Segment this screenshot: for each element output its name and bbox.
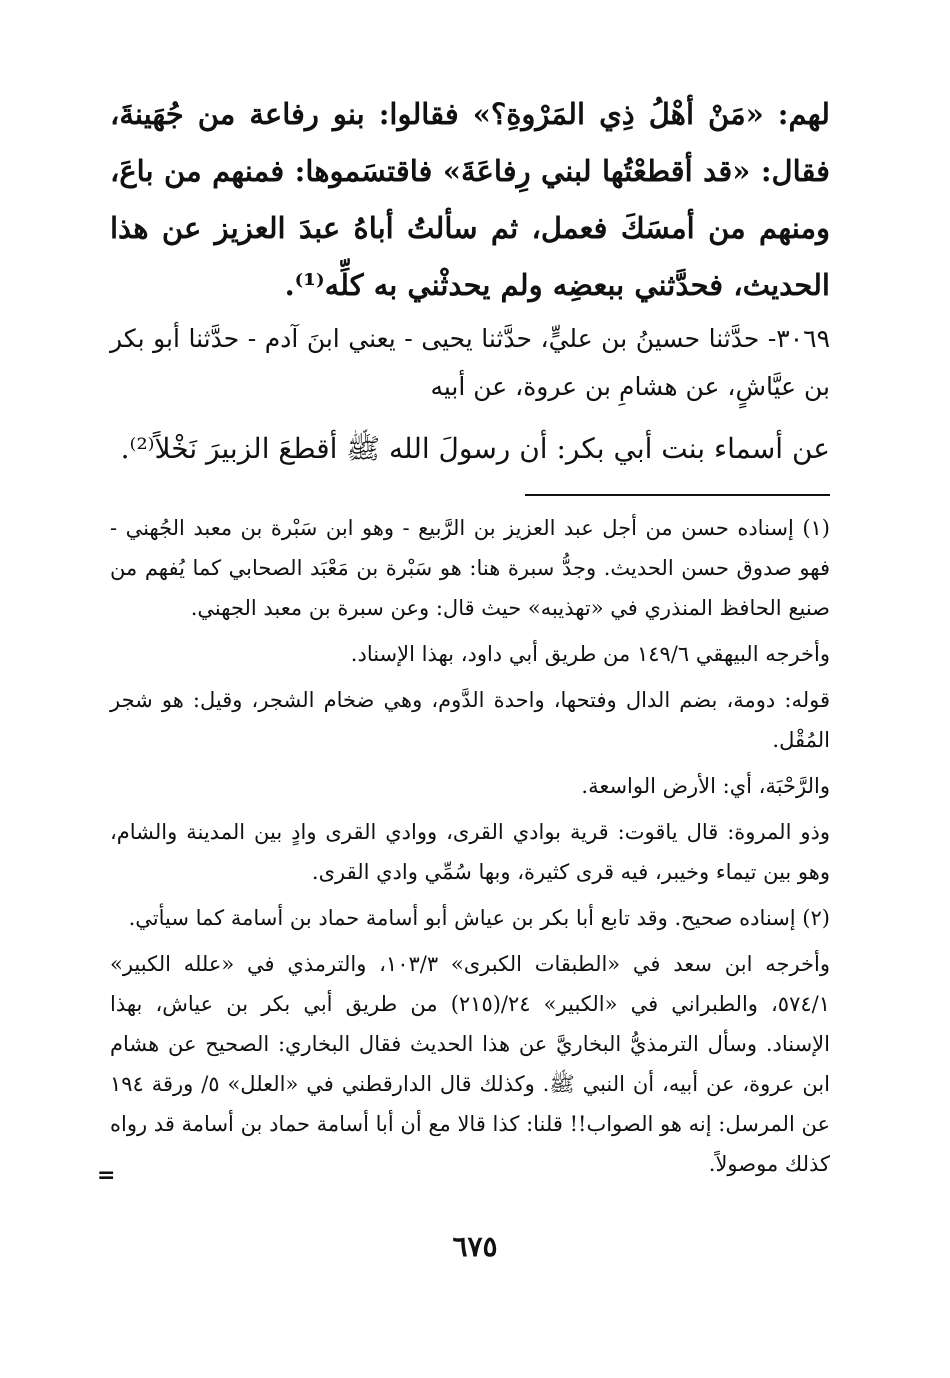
hadith-matn: عن أسماء بنت أبي بكر: أن رسولَ الله ﷺ أقطعَ الزبيرَ نَخْلاً⁽²⁾. [120, 432, 830, 465]
footnotes [110, 508, 830, 1184]
footnote-2-takhrij: وأخرجه ابن سعد في «الطبقات الكبرى» ١٠٣/٣، والترمذي في «علله الكبير» ٥٧٤/١، والطبراني في «الكبير» ٢٤/(٢١٥) من طريق أبي بكر بن عياش، بهذا الإسناد. وسأل الترمذيُّ البخاريَّ عن هذا الحديث فقال البخاري: الصحيح عن هشام ابن عروة، عن أبيه، أن النبي ﷺ. وكذلك قال الدارقطني في «العلل» ٥/ ورقة ١٩٤ عن المرسل: إنه هو الصواب!! قلنا: كذا قالا مع أن أبا أسامة حماد بن أسامة قد رواه كذلك موصولاً. [110, 952, 830, 1176]
footnote-2: (٢) إسناده صحيح. وقد تابع أبا بكر بن عياش أبو أسامة حماد بن أسامة كما سيأتي. [128, 906, 830, 930]
footnote-separator [525, 494, 830, 496]
footnote-1-marwa: وذو المروة: قال ياقوت: قرية بوادي القرى، ووادي القرى وادٍ بين المدينة والشام، وهو بين تيماء وخيبر، فيه قرى كثيرة، وبها سُمِّي وادي القرى. [110, 820, 830, 884]
continuation-mark: = [97, 1163, 116, 1188]
page-number: ٦٧٥ [452, 1230, 498, 1263]
footnote-1-takhrij: وأخرجه البيهقي ١٤٩/٦ من طريق أبي داود، بهذا الإسناد. [350, 642, 830, 666]
footnote-1: (١) إسناده حسن من أجل عبد العزيز بن الرَّبيع - وهو ابن سَبْرة بن معبد الجُهني - فهو صدوق حسن الحديث. وجدُّ سبرة هنا: هو سَبْرة بن مَعْبَد الصحابي كما يُفهم من صنيع الحافظ المنذري في «تهذيبه» حيث قال: وعن سبرة بن معبد الجهني. [110, 516, 830, 620]
footnote-1-rahba: والرَّحْبَة، أي: الأرض الواسعة. [581, 774, 830, 798]
main-paragraph: لهم: «مَنْ أهْلُ ذِي المَرْوةِ؟» فقالوا: بنو رفاعة من جُهَينةَ، فقال: «قد أقطعْتُها لبني رِفاعَةَ» فاقتسَموها: فمنهم من باعَ، ومنهم من أمسَكَ فعمل، ثم سألتُ أباهُ عبدَ العزيز عن هذا الحديث، فحدَّثني ببعضِه ولم يحدثْني به كلِّه⁽¹⁾. [110, 97, 830, 302]
hadith-isnad: ٣٠٦٩- حدَّثنا حسينُ بن عليٍّ، حدَّثنا يحيى - يعني ابنَ آدم - حدَّثنا أبو بكر بن عيَّاشٍ، عن هشامِ بن عروة، عن أبيه [110, 324, 830, 401]
footnote-1-dawma: قوله: دومة، بضم الدال وفتحها، واحدة الدَّوم، وهي ضخام الشجر، وقيل: هو شجر المُقْل. [110, 688, 830, 752]
